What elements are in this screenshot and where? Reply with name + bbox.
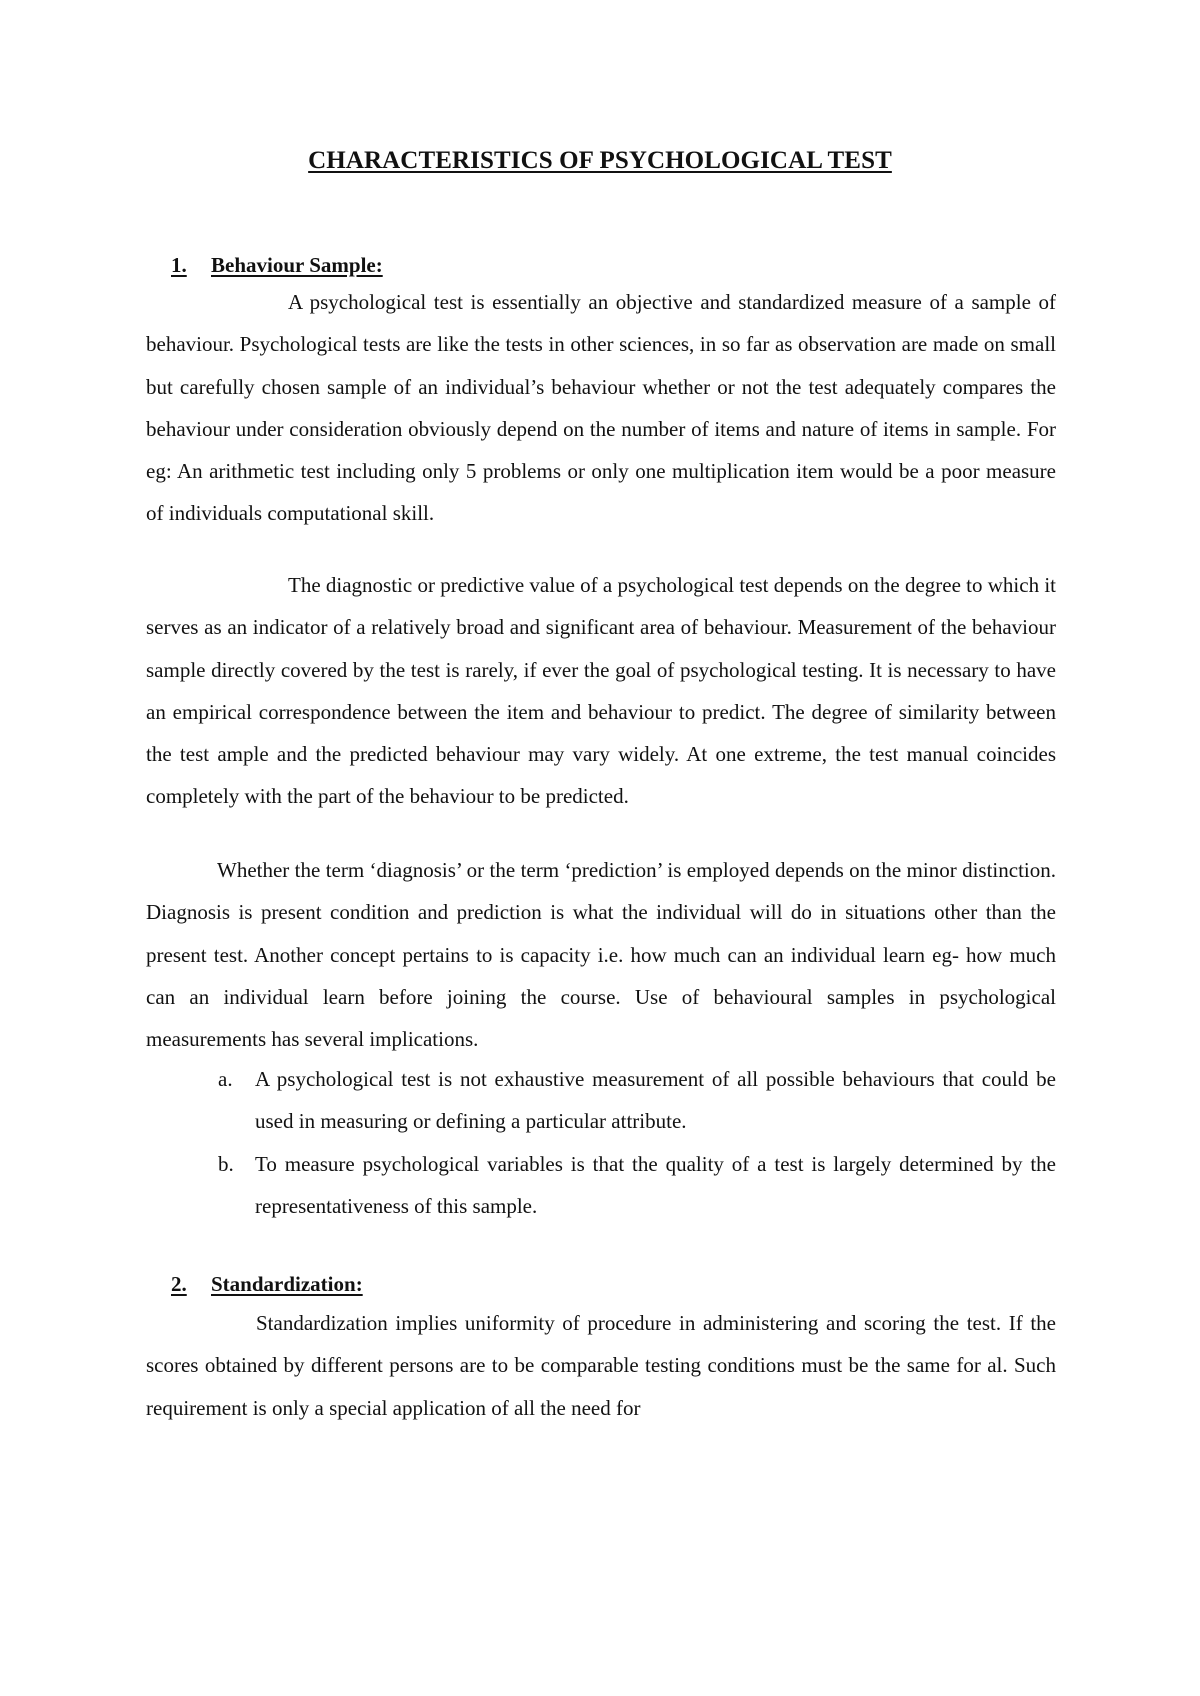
section-2-heading	[171, 1272, 363, 1297]
section-1-paragraph-3: Whether the term ‘diagnosis’ or the term ‘prediction’ is employed depends on the minor distinction. Diagnosis is present condition and prediction is what the individual will do in situations other than the present test. Another concept pertains to is capacity i.e. how much can an individual learn eg- how much can an individual learn before joining the course. Use of behavioural samples in psychological measurements has several implications.	[146, 858, 1056, 1052]
section-1-paragraph-2: The diagnostic or predictive value of a psychological test depends on the degree to which it serves as an indicator of a relatively broad and significant area of behaviour. Measurement of the behaviour sample directly covered by the test is rarely, if ever the goal of psychological testing. It is necessary to have an empirical correspondence between the item and behaviour to predict. The degree of similarity between the test ample and the predicted behaviour may vary widely. At one extreme, the test manual coincides completely with the part of the behaviour to be predicted.	[146, 573, 1057, 809]
list-item-text: A psychological test is not exhaustive measurement of all possible behaviours that could be used in measuring or defining a particular attribute.	[255, 1067, 1056, 1134]
section-1-paragraph-1: A psychological test is essentially an objective and standardized measure of a sample of behaviour. Psychological tests are like the tests in other sciences, in so far as observation are made on small but carefully chosen sample of an individual’s behaviour whether or not the test adequately compares the behaviour under consideration obviously depend on the number of items and nature of items in sample. For eg: An arithmetic test including only 5 problems or only one multiplication item would be a poor measure of individuals computational skill.	[146, 290, 1056, 526]
list-item-marker: a.	[218, 1067, 233, 1091]
section-2-number: 2.	[171, 1272, 187, 1296]
list-item	[218, 1058, 1056, 1143]
section-1-heading	[171, 253, 383, 278]
section-1-number: 1.	[171, 253, 187, 277]
section-1-implications-list	[218, 1058, 1056, 1227]
document-title: CHARACTERISTICS OF PSYCHOLOGICAL TEST	[308, 147, 892, 174]
list-item-text: To measure psychological variables is that the quality of a test is largely determined by the representativeness of this sample.	[255, 1151, 1056, 1218]
section-1-title: Behaviour Sample:	[211, 253, 383, 277]
list-item	[218, 1143, 1056, 1228]
list-item-marker: b.	[218, 1151, 234, 1176]
section-2-paragraph-1: Standardization implies uniformity of procedure in administering and scoring the test. If the scores obtained by different persons are to be comparable testing conditions must be the same for al. Such requirement is only a special application of all the need for	[146, 1311, 1056, 1420]
section-2-title: Standardization:	[211, 1272, 363, 1296]
